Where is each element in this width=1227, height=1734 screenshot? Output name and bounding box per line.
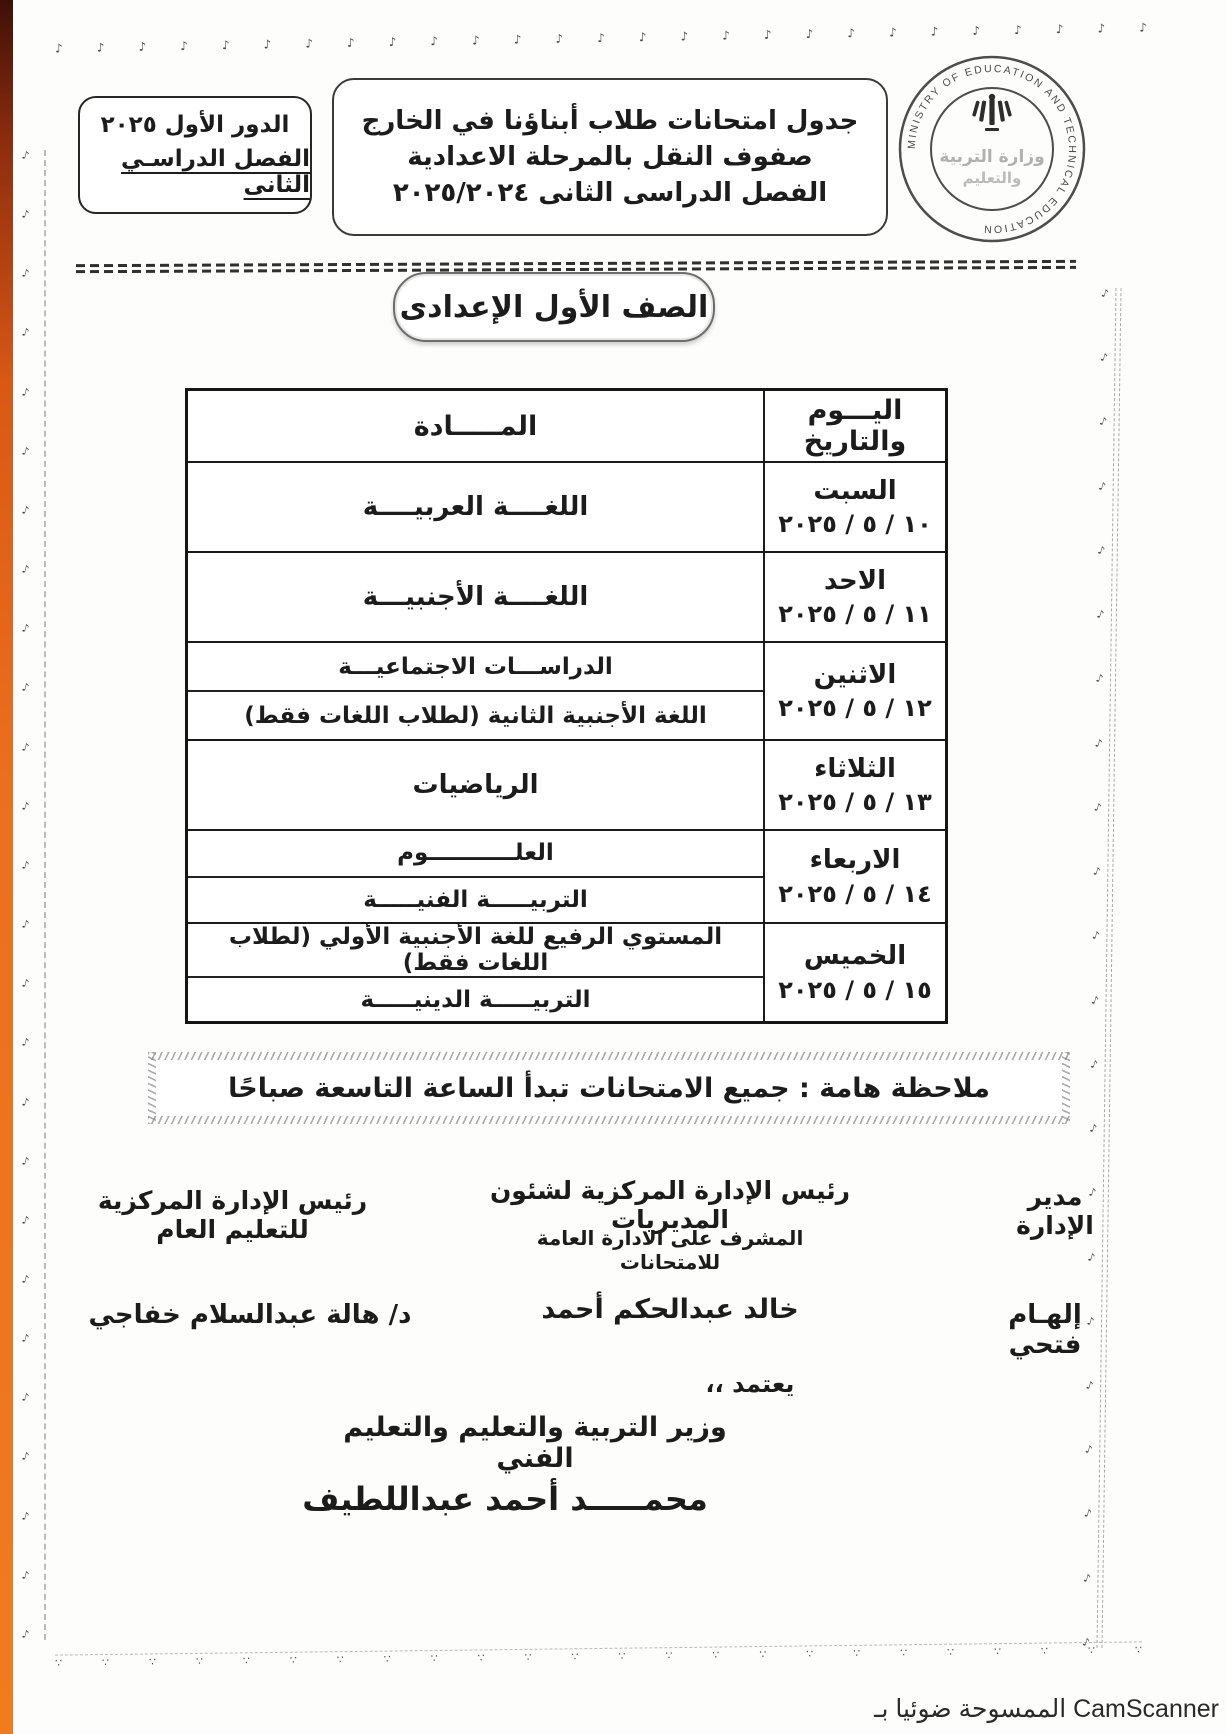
title-line-2: صفوف النقل بالمرحلة الاعدادية <box>407 142 813 172</box>
day-name: الخميس <box>803 941 907 972</box>
session-round-label: الدور الأول ٢٠٢٥ <box>100 112 290 138</box>
day-date: ١٣ / ٥ / ٢٠٢٥ <box>778 788 932 817</box>
wavy-border-bottom <box>148 1116 1070 1124</box>
day-name: الاربعاء <box>809 845 901 876</box>
camscanner-watermark: الممسوحة ضوئيا بـ CamScanner <box>874 1695 1219 1723</box>
signature-name-left: د/ هالة عبدالسلام خفاجي <box>88 1300 412 1330</box>
table-row-day-wednesday <box>763 831 945 924</box>
table-row-subject-arabic: اللغــــة العربيــــة <box>188 463 763 553</box>
wavy-border-top <box>148 1052 1070 1060</box>
signature-title-central-admin-general-education: رئيس الإدارة المركزية للتعليم العام <box>97 1186 368 1244</box>
subject-social-studies: الدراســـات الاجتماعيـــة <box>188 643 763 692</box>
decorative-border-left: ♪ ♪ ♪ ♪ ♪ ♪ ♪ ♪ ♪ ♪ ♪ ♪ ♪ ♪ ♪ ♪ ♪ ♪ ♪ ♪ ♪ ♪ ♪ ♪ ♪ ♪ <box>20 148 31 1642</box>
table-row-day-sunday <box>763 553 945 643</box>
day-date: ١١ / ٥ / ٢٠٢٥ <box>778 600 932 629</box>
document-title-box <box>332 78 888 236</box>
table-row-subjects-monday <box>188 643 763 741</box>
decorative-border-bottom: ∵ ∵ ∵ ∵ ∵ ∵ ∵ ∵ ∵ ∵ ∵ ∵ ∵ ∵ ∵ ∵ ∵ ∵ ∵ ∵ ∵ ∵ ∵ ∵ <box>55 1641 1142 1668</box>
decorative-border-top: ♪ ♪ ♪ ♪ ♪ ♪ ♪ ♪ ♪ ♪ ♪ ♪ ♪ ♪ ♪ ♪ ♪ ♪ ♪ ♪ ♪ ♪ ♪ ♪ ♪ ♪ ♪ <box>54 20 1147 56</box>
subject-art-education: التربيـــــة الفنيـــــة <box>363 886 588 913</box>
wavy-border-left <box>148 1052 156 1124</box>
svg-text:MINISTRY OF EDUCATION AND TECH: MINISTRY OF EDUCATION AND TECHNICAL EDUCATION <box>905 62 1079 236</box>
subject-religious-education: التربيـــــة الدينيـــــة <box>360 986 591 1013</box>
session-term-label: الفصل الدراسـي الثانى <box>121 146 310 198</box>
grade-title: الصف الأول الإعدادى <box>393 272 715 342</box>
important-note-text: ملاحظة هامة : جميع الامتحانات تبدأ الساعة التاسعة صباحًا <box>228 1072 990 1104</box>
table-header-day-date: اليـــوم والتاريخ <box>763 391 945 463</box>
subject-science: العلـــــــــــوم <box>188 831 763 878</box>
subject-advanced-first-foreign-language: المستوي الرفيع للغة الأجنبية الأولي (لطلاب اللغات فقط) <box>188 924 763 978</box>
wavy-border-right <box>1062 1052 1070 1124</box>
table-header-subject: المـــــادة <box>188 391 763 463</box>
day-date: ١٠ / ٥ / ٢٠٢٥ <box>778 510 932 539</box>
table-row-day-monday <box>763 643 945 741</box>
day-date: ١٤ / ٥ / ٢٠٢٥ <box>778 879 932 908</box>
session-box <box>78 96 312 214</box>
subject-second-foreign-language: اللغة الأجنبية الثانية (لطلاب اللغات فقط) <box>244 702 707 729</box>
decorative-dashed-line-right <box>1097 288 1122 1648</box>
table-row-day-tuesday <box>763 741 945 831</box>
exam-schedule-table <box>185 388 948 1024</box>
day-name: الاحد <box>823 565 887 596</box>
decorative-dashed-line-left <box>44 150 46 1640</box>
title-line-3: الفصل الدراسى الثانى ٢٠٢٥/٢٠٢٤ <box>392 178 828 208</box>
minister-name: محمـــــد أحمد عبداللطيف <box>302 1480 708 1518</box>
table-row-subjects-thursday <box>188 924 763 1021</box>
ministry-seal-graphic <box>893 50 1091 248</box>
table-row-day-saturday <box>763 463 945 553</box>
svg-text:وزارة التربية: وزارة التربية <box>939 147 1045 167</box>
title-line-1: جدول امتحانات طلاب أبناؤنا في الخارج <box>361 106 859 136</box>
day-name: الثلاثاء <box>814 753 896 784</box>
day-name: السبت <box>813 475 897 506</box>
day-name: الاثنين <box>813 659 897 690</box>
scan-edge-orange-strip <box>0 0 13 1734</box>
important-note-box <box>148 1052 1070 1124</box>
approval-label: يعتمد ،، <box>705 1370 795 1398</box>
minister-title: وزير التربية والتعليم والتعليم الفني <box>343 1412 727 1474</box>
table-row-subject-foreign-language: اللغــــة الأجنبيـــة <box>188 553 763 643</box>
eagle-emblem-icon <box>972 94 1012 131</box>
decorative-border-right: ♪ ♪ ♪ ♪ ♪ ♪ ♪ ♪ ♪ ♪ ♪ ♪ ♪ ♪ ♪ ♪ ♪ ♪ ♪ ♪ ♪ ♪ <box>1081 286 1110 1650</box>
signature-name-center: خالد عبدالحكم أحمد <box>541 1294 799 1325</box>
signature-name-right: إلهـام فتحي <box>1008 1300 1082 1360</box>
table-row-day-thursday <box>763 924 945 1021</box>
signature-title-central-admin-directorates: رئيس الإدارة المركزية لشئون المديريات <box>489 1176 851 1234</box>
ministry-seal <box>893 50 1091 248</box>
table-row-subjects-wednesday <box>188 831 763 924</box>
day-date: ١٢ / ٥ / ٢٠٢٥ <box>778 694 932 723</box>
table-row-subject-math: الرياضيات <box>188 741 763 831</box>
signature-title-administration-director: مدير الإدارة <box>1016 1182 1094 1240</box>
svg-text:والتعليم: والتعليم <box>962 169 1022 187</box>
day-date: ١٥ / ٥ / ٢٠٢٥ <box>778 975 932 1004</box>
signature-subtitle-exams-supervisor: المشرف على الادارة العامة للامتحانات <box>536 1226 804 1274</box>
